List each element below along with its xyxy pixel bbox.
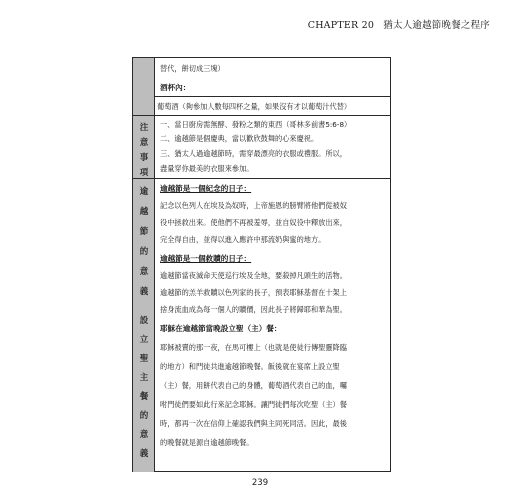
content-heading: 酒杯內： (160, 83, 191, 92)
label-char: 意 (139, 267, 149, 277)
body-line: 的晚餐就是源自逾越節晚餐。 (160, 438, 254, 447)
row-content-cell (155, 116, 390, 179)
label-char: 越 (139, 207, 149, 217)
body-line: 耶穌被賣的那一夜，在馬可樓上（也就是使徒行傳聖靈降臨 (160, 343, 347, 352)
label-char: 聖 (139, 354, 149, 364)
label-char: 逾 (139, 187, 149, 197)
table-row-meaning (133, 178, 390, 472)
label-char: 的 (139, 247, 149, 257)
body-line: 役中拯救出來。使他們不再被羞辱，並自奴役中釋放出來， (160, 218, 347, 227)
label-char: 意 (139, 430, 149, 440)
body-line: 逾越節當夜滅命天使巡行埃及全地，要殺掉凡頭生的活物。 (160, 271, 347, 280)
subheading-remembrance: 逾越節是一個紀念的日子： (160, 184, 252, 193)
label-char: 節 (139, 227, 149, 237)
label-char: 餐 (139, 392, 149, 402)
body-line: 捨身流血成為每一個人的贖價，因此長子將歸耶和華為聖。 (160, 305, 347, 314)
body-line: 的地方）和門徒共進逾越節晚餐。飯後就在宴席上設立聖 (160, 362, 340, 371)
subheading-redemption: 逾越節是一個救贖的日子： (160, 254, 252, 263)
label-char: 的 (139, 411, 149, 421)
row-label-cell (133, 179, 155, 472)
row-content-cell (155, 58, 390, 115)
label-char: 設 (139, 316, 149, 326)
inner-divider (155, 96, 390, 97)
note-line: 三、猶太人過逾越節時，需穿最漂亮的衣服或禮服。所以， (160, 149, 347, 158)
label-char: 主 (139, 373, 149, 383)
running-header (308, 17, 490, 31)
body-line: （主）餐，用餅代表自己的身體，葡萄酒代表自己的血，囑 (160, 381, 347, 390)
label-char: 注 (139, 123, 149, 133)
table-row-notes (133, 115, 390, 179)
note-line: 一、當日廚房需無酵、發粉之類的東西（哥林多前書5:6-8） (160, 120, 352, 129)
row-label-cell (133, 116, 155, 179)
table-row-continuation (133, 58, 390, 115)
body-line: 逾越節的羔羊救贖以色列家的長子，預表耶穌基督在十架上 (160, 288, 347, 297)
row-label-cell (133, 58, 155, 115)
content-line: 替代，餅切成三塊） (160, 64, 225, 73)
label-char: 意 (139, 138, 149, 148)
row-content-cell (155, 179, 390, 472)
label-char: 義 (139, 287, 149, 297)
body-line: 完全得自由，並得以進入應許中那流奶與蜜的地方。 (160, 235, 326, 244)
label-char: 立 (139, 335, 149, 345)
procedure-table (132, 57, 391, 472)
body-line: 時，都再一次在信仰上確認我們與主同死同活。因此，最後 (160, 419, 347, 428)
chapter-title: 猶太人逾越節晚餐之程序 (383, 20, 490, 31)
content-line: 葡萄酒（夠參加人數每四杯之量，如果沒有才以葡萄汁代替） (157, 102, 352, 111)
note-line: 盡量穿你最美的衣服來參加。 (160, 164, 254, 173)
label-char: 項 (139, 168, 149, 178)
body-line: 記念以色列人在埃及為奴時，上帝施恩的膀臂將他們從被奴 (160, 201, 347, 210)
note-line: 二、逾越節是個慶典，當以歡欣鼓舞的心來慶祝。 (160, 134, 319, 143)
body-line: 咐門徒們要如此行來記念耶穌。讓門徒們每次吃聖（主）餐 (160, 400, 347, 409)
page-number: 239 (251, 478, 269, 488)
label-char: 事 (139, 153, 149, 163)
chapter-number: CHAPTER 20 (307, 20, 375, 31)
subheading-lords-supper: 耶穌在逾越節當晚設立聖（主）餐： (160, 324, 282, 333)
label-char: 義 (139, 449, 149, 459)
